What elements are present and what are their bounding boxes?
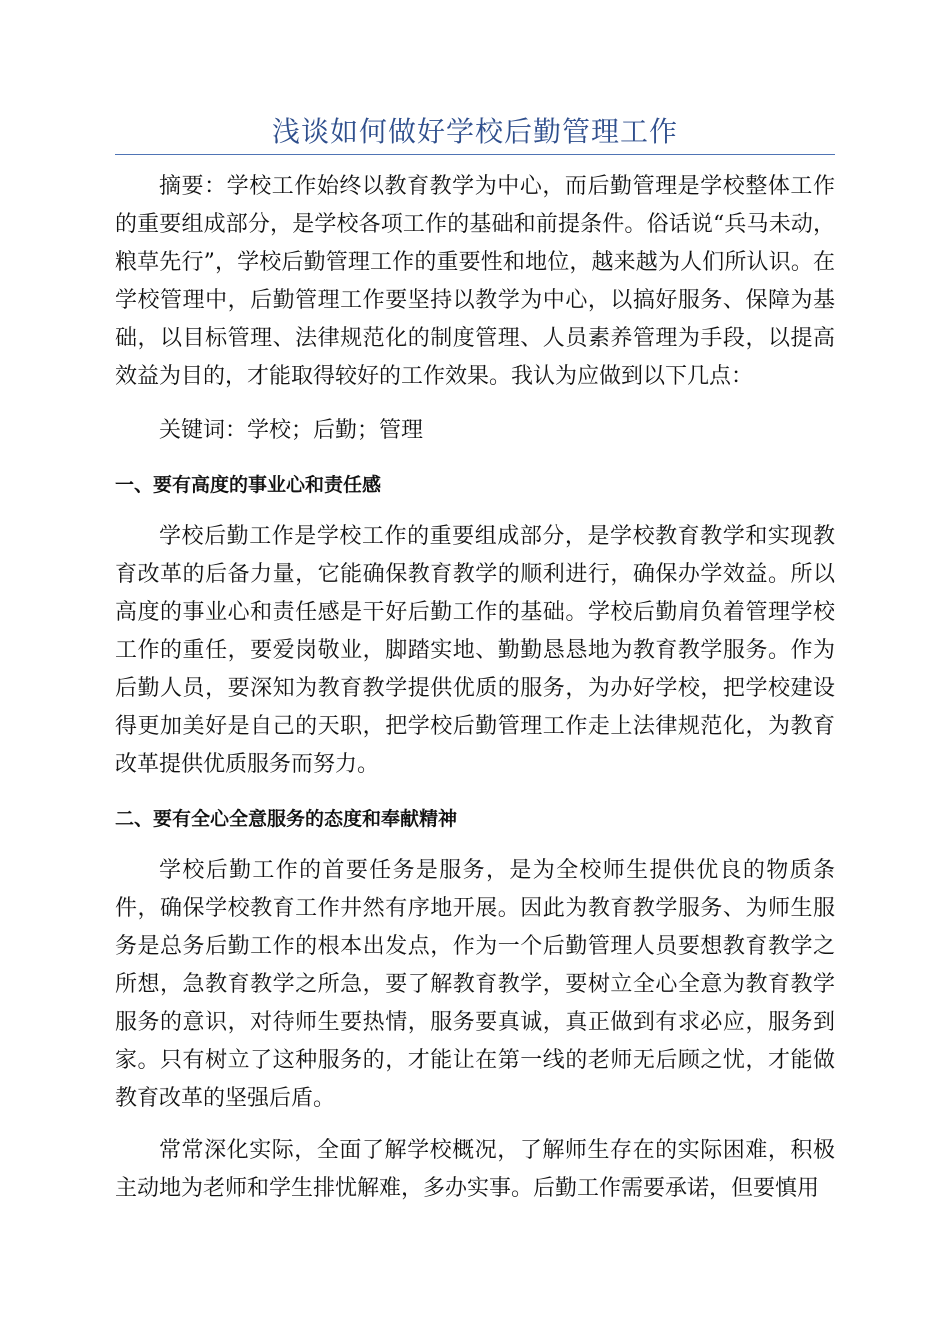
document-body [115, 168, 835, 1208]
section-2-paragraph-1: 学校后勤工作的首要任务是服务，是为全校师生提供优良的物质条件，确保学校教育工作井然有序地开展。因此为教育教学服务、为师生服务是总务后勤工作的根本出发点，作为一个后勤管理人员要想教育教学之所想，急教育教学之所急，要了解教育教学，要树立全心全意为教育教学服务的意识，对待师生要热情，服务要真诚，真正做到有求必应，服务到家。只有树立了这种服务的，才能让在第一线的老师无后顾之忧，才能做教育改革的坚强后盾。 [115, 858, 835, 1111]
section-2-paragraph-2: 常常深化实际，全面了解学校概况，了解师生存在的实际困难，积极主动地为老师和学生排忧解难，多办实事。后勤工作需要承诺，但要慎用 [115, 1138, 835, 1201]
title-underline [115, 154, 835, 155]
document-title: 浅谈如何做好学校后勤管理工作 [271, 115, 678, 148]
section-heading-2: 二、要有全心全意服务的态度和奉献精神 [115, 808, 458, 830]
section-1-paragraph-1: 学校后勤工作是学校工作的重要组成部分，是学校教育教学和实现教育改革的后备力量，它能确保教育教学的顺利进行，确保办学效益。所以高度的事业心和责任感是干好后勤工作的基础。学校后勤肩负着管理学校工作的重任，要爱岗敬业，脚踏实地、勤勤恳恳地为教育教学服务。作为后勤人员，要深知为教育教学提供优质的服务，为办好学校，把学校建设得更加美好是自己的天职，把学校后勤管理工作走上法律规范化，为教育改革提供优质服务而努力。 [115, 524, 835, 777]
section-heading-1: 一、要有高度的事业心和责任感 [115, 474, 382, 496]
abstract-paragraph: 摘要：学校工作始终以教育教学为中心，而后勤管理是学校整体工作的重要组成部分，是学校各项工作的基础和前提条件。俗话说“兵马未动，粮草先行”，学校后勤管理工作的重要性和地位，越来越为人们所认识。在学校管理中，后勤管理工作要坚持以教学为中心，以搞好服务、保障为基础，以目标管理、法律规范化的制度管理、人员素养管理为手段，以提高效益为目的，才能取得较好的工作效果。我认为应做到以下几点： [115, 174, 835, 389]
keywords-line: 关键词：学校；后勤；管理 [159, 418, 424, 443]
